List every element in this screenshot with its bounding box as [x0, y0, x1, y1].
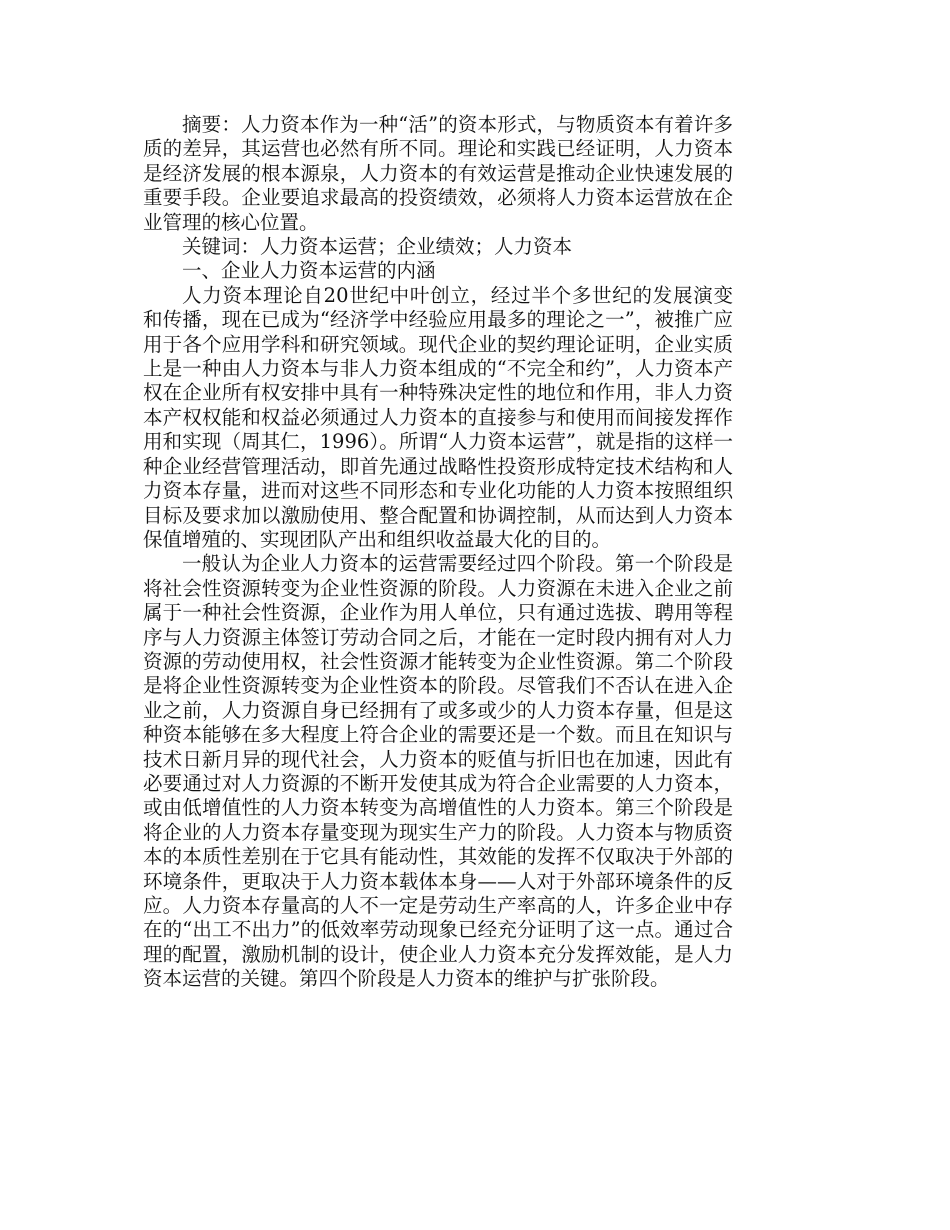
document-body — [143, 113, 733, 992]
body-paragraph: 人力资本理论自20世纪中叶创立，经过半个多世纪的发展演变和传播，现在已成为“经济学中经验应用最多的理论之一”，被推广应用于各个应用学科和研究领域。现代企业的契约理论证明，企业实质上是一种由人力资本与非人力资本组成的“不完全和约”，人力资本产权在企业所有权安排中具有一种特殊决定性的地位和作用，非人力资本产权权能和权益必须通过人力资本的直接参与和使用而间接发挥作用和实现（周其仁，1996）。所谓“人力资本运营”，就是指的这样一种企业经营管理活动，即首先通过战略性投资形成特定技术结构和人力资本存量，进而对这些不同形态和专业化功能的人力资本按照组织目标及要求加以激励使用、整合配置和协调控制，从而达到人力资本保值增殖的、实现团队产出和组织收益最大化的目的。 — [143, 283, 733, 551]
keywords-line: 关键词：人力资本运营；企业绩效；人力资本 — [182, 235, 573, 259]
section-heading: 一、企业人力资本运营的内涵 — [182, 259, 436, 283]
body-paragraph: 一般认为企业人力资本的运营需要经过四个阶段。第一个阶段是将社会性资源转变为企业性资源的阶段。人力资源在未进入企业之前属于一种社会性资源，企业作为用人单位，只有通过选拔、聘用等程序与人力资源主体签订劳动合同之后，才能在一定时段内拥有对人力资源的劳动使用权，社会性资源才能转变为企业性资源。第二个阶段是将企业性资源转变为企业性资本的阶段。尽管我们不否认在进入企业之前，人力资源自身已经拥有了或多或少的人力资本存量，但是这种资本能够在多大程度上符合企业的需要还是一个数。而且在知识与技术日新月异的现代社会，人力资本的贬值与折旧也在加速，因此有必要通过对人力资源的不断开发使其成为符合企业需要的人力资本，或由低增值性的人力资本转变为高增值性的人力资本。第三个阶段是将企业的人力资本存量变现为现实生产力的阶段。人力资本与物质资本的本质性差别在于它具有能动性，其效能的发挥不仅取决于外部的环境条件，更取决于人力资本载体本身——人对于外部环境条件的反应。人力资本存量高的人不一定是劳动生产率高的人，许多企业中存在的“出工不出力”的低效率劳动现象已经充分证明了这一点。通过合理的配置，激励机制的设计，使企业人力资本充分发挥效能，是人力资本运营的关键。第四个阶段是人力资本的维护与扩张阶段。 — [143, 552, 733, 991]
abstract-paragraph: 摘要：人力资本作为一种“活”的资本形式，与物质资本有着许多质的差异，其运营也必然有所不同。理论和实践已经证明，人力资本是经济发展的根本源泉，人力资本的有效运营是推动企业快速发展的重要手段。企业要追求最高的投资绩效，必须将人力资本运营放在企业管理的核心位置。 — [143, 113, 733, 234]
